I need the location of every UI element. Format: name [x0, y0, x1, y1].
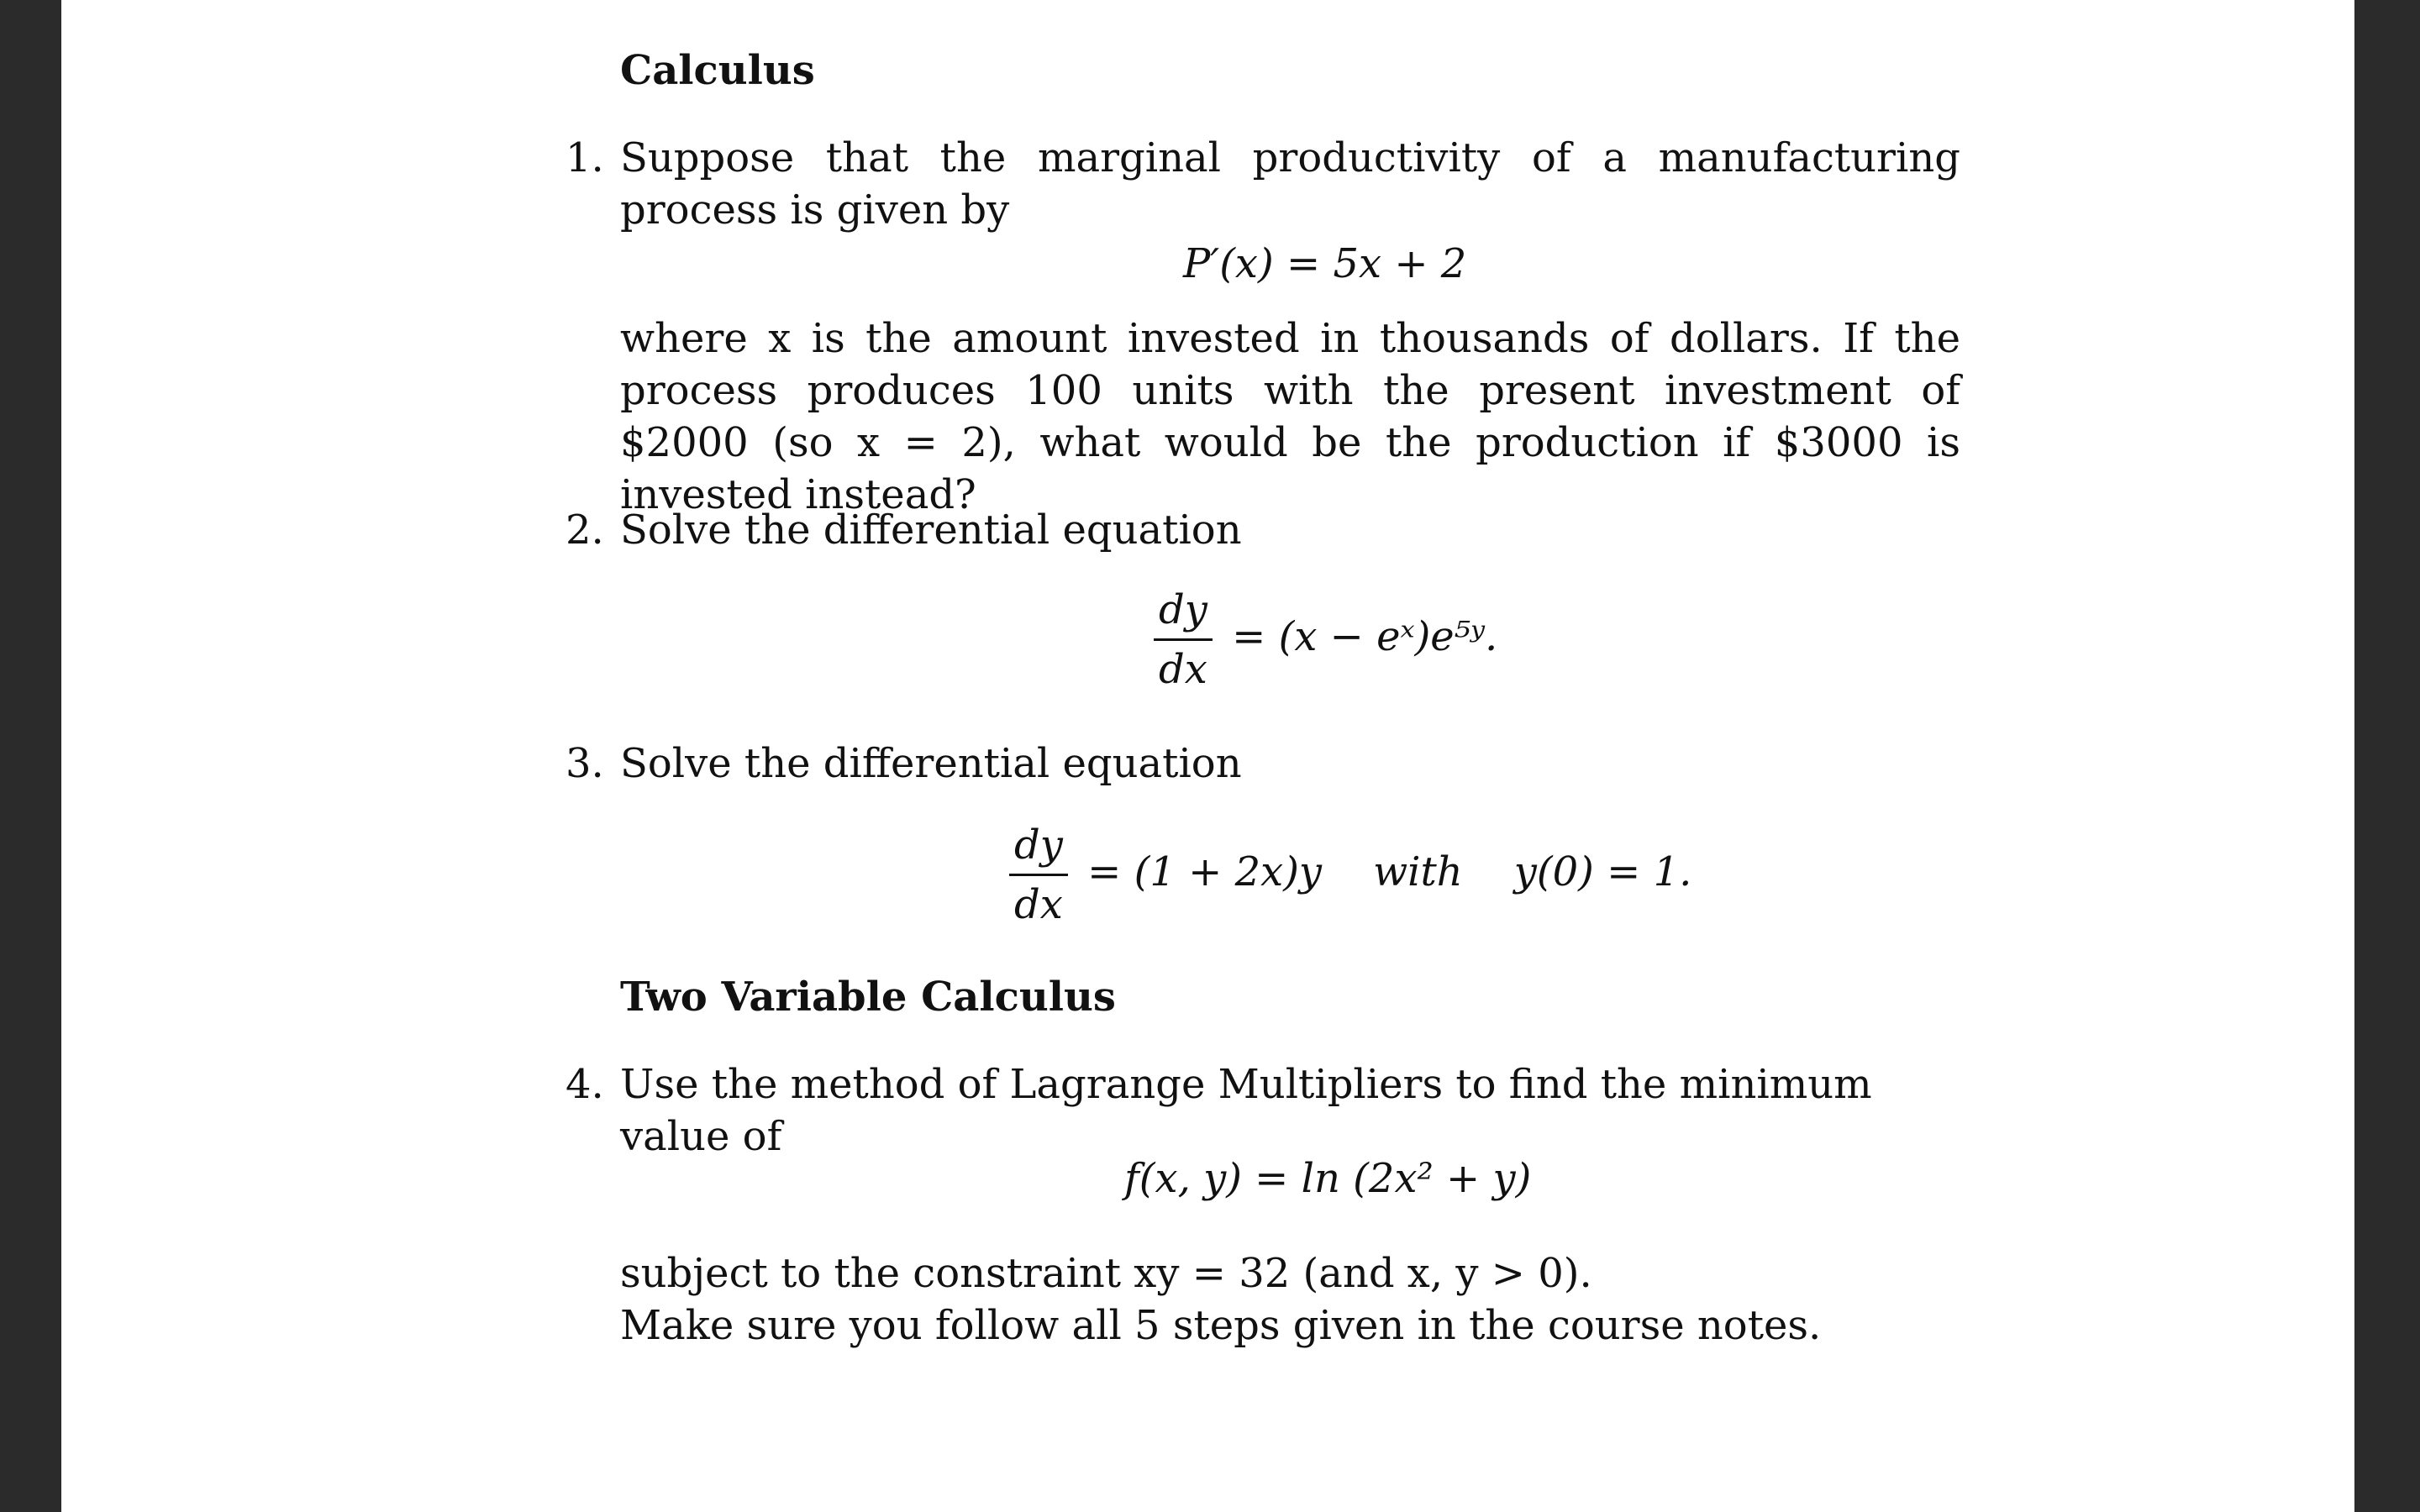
problem-4-body-line-2: Make sure you follow all 5 steps given in the course notes. — [620, 1302, 1822, 1349]
problem-4-body-line-1: subject to the constraint xy = 32 (and x, y > 0). — [620, 1250, 1592, 1297]
problem-number-4: 4. — [566, 1061, 604, 1108]
section-heading-two-variable: Two Variable Calculus — [620, 974, 1116, 1021]
fraction-denominator: dx — [1014, 881, 1063, 928]
fraction-dy-dx — [1154, 586, 1213, 693]
problem-number-3: 3. — [566, 740, 604, 787]
equation-rhs: = (1 + 2x)y with y(0) = 1. — [1087, 848, 1692, 895]
fraction-denominator: dx — [1159, 646, 1207, 693]
problem-1-equation: P′(x) = 5x + 2 — [1183, 240, 1467, 287]
problem-1-body: where x is the amount invested in thousands of dollars. If the process produces 100 units with the present investment of $2000 (so x = 2), what would be the production if $3000 is invested instead? — [620, 315, 1960, 518]
problem-4-intro: Use the method of Lagrange Multipliers to find the minimum value of — [620, 1061, 1872, 1160]
problem-number-1: 1. — [566, 134, 604, 181]
equation-rhs: = (x − eˣ)e⁵ʸ. — [1232, 613, 1498, 660]
section-heading-calculus: Calculus — [620, 47, 815, 94]
fraction-numerator: dy — [1014, 822, 1063, 869]
problem-1-intro: Suppose that the marginal productivity of a manufacturing process is given by — [620, 134, 1960, 234]
document-page — [61, 0, 2354, 1512]
problem-2-equation — [1154, 586, 1498, 693]
problem-4-equation: f(x, y) = ln (2x² + y) — [1124, 1155, 1532, 1202]
problem-2-intro: Solve the differential equation — [620, 507, 1242, 554]
problem-number-2: 2. — [566, 507, 604, 554]
fraction-dy-dx — [1009, 822, 1068, 928]
page-content — [61, 0, 2354, 1512]
problem-3-intro: Solve the differential equation — [620, 740, 1242, 787]
problem-3-equation — [1009, 822, 1692, 928]
fraction-numerator: dy — [1159, 586, 1207, 633]
